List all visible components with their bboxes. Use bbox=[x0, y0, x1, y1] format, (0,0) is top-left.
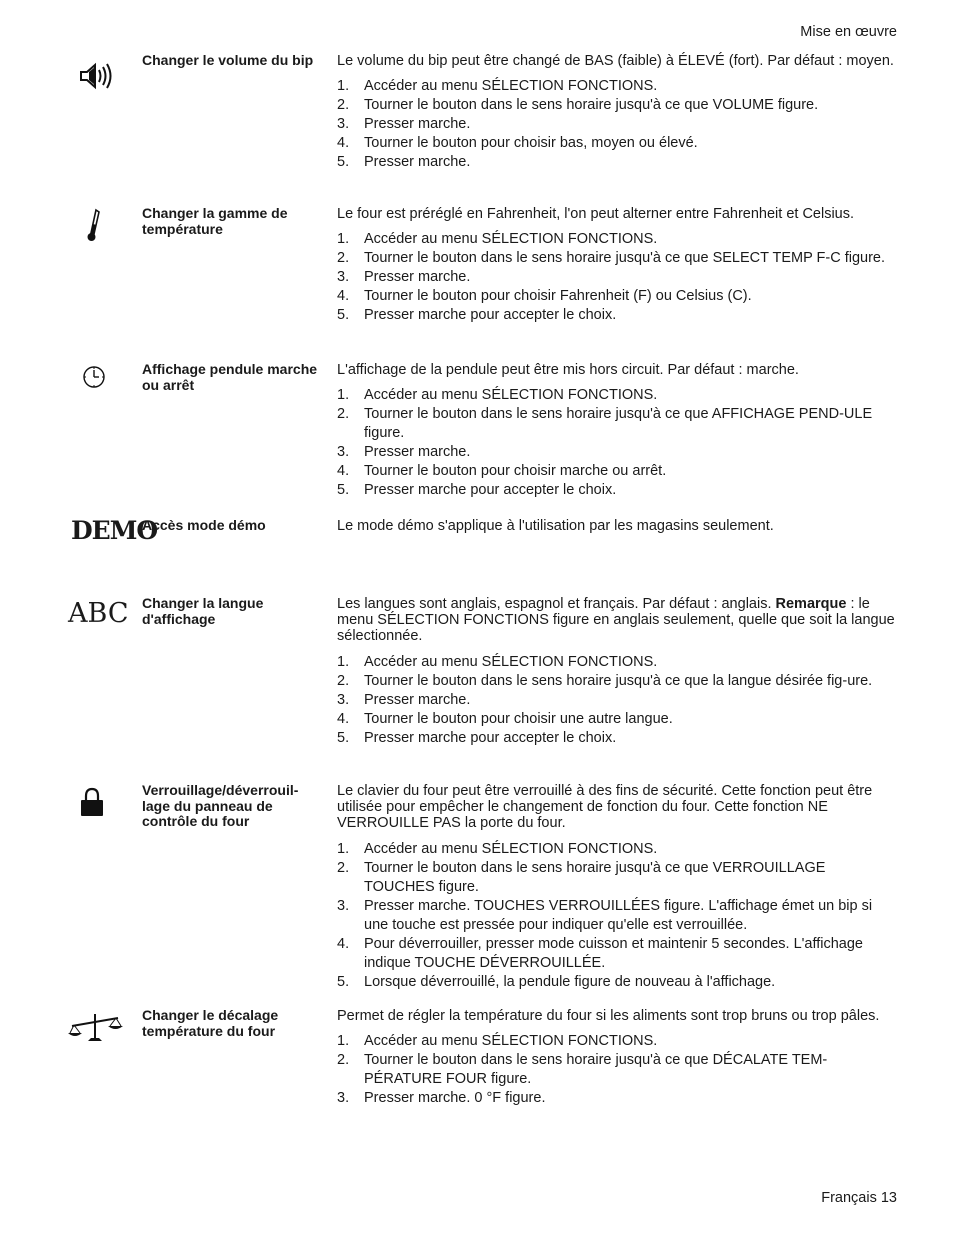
clock-icon bbox=[68, 362, 124, 406]
list-item: 2. Tourner le bouton dans le sens horaire jusqu'à ce que VERROUILLAGE TOUCHES figure. bbox=[337, 859, 826, 895]
section-body bbox=[337, 53, 899, 172]
list-item: 3. Presser marche. bbox=[337, 269, 471, 286]
list-item: 1. Accéder au menu SÉLECTION FONCTIONS. bbox=[337, 840, 658, 857]
section-title: Changer la gamme de température bbox=[142, 205, 288, 237]
steps-list bbox=[337, 77, 899, 172]
section-title: Accès mode démo bbox=[142, 517, 266, 533]
list-item: 2. Tourner le bouton dans le sens horaire jusqu'à ce que VOLUME figure. bbox=[337, 97, 819, 114]
thermometer-icon bbox=[68, 206, 124, 250]
list-item: 4. Tourner le bouton pour choisir Fahrenheit (F) ou Celsius (C). bbox=[337, 288, 752, 305]
demo-icon bbox=[71, 516, 158, 560]
lock-icon bbox=[68, 787, 124, 831]
section-body bbox=[337, 362, 899, 500]
section-intro: Les langues sont anglais, espagnol et français. Par défaut : anglais. Remarque : le menu SÉLECTION FONCTIONS figure en anglais seulement, quelle que soit la langue sélectionnée. bbox=[337, 596, 895, 645]
section-intro: Le volume du bip peut être changé de BAS (faible) à ÉLEVÉ (fort). Par défaut : moyen. bbox=[337, 53, 894, 69]
list-item: 3. Presser marche. TOUCHES VERROUILLÉES figure. L'affichage émet un bip si une touche est pressée pour indiquer qu'elle est verrouillée. bbox=[337, 897, 873, 933]
section-intro: Le clavier du four peut être verrouillé à des fins de sécurité. Cette fonction peut être utilisée pour empêcher le changement de fonction du four. Cette fonction NE VERROUILLE PAS la porte du four. bbox=[337, 783, 873, 832]
demo-icon-text: DEMO bbox=[71, 516, 158, 545]
section-intro: L'affichage de la pendule peut être mis hors circuit. Par défaut : marche. bbox=[337, 362, 799, 378]
list-item: 1. Accéder au menu SÉLECTION FONCTIONS. bbox=[337, 387, 658, 404]
list-item: 1. Accéder au menu SÉLECTION FONCTIONS. bbox=[337, 78, 658, 95]
section-title: Changer le volume du bip bbox=[142, 52, 314, 68]
list-item: 5. Presser marche pour accepter le choix. bbox=[337, 307, 617, 324]
page-footer: Français 13 bbox=[821, 1190, 897, 1206]
list-item: 5. Presser marche pour accepter le choix. bbox=[337, 729, 617, 746]
list-item: 5. Presser marche pour accepter le choix. bbox=[337, 482, 617, 499]
list-item: 1. Accéder au menu SÉLECTION FONCTIONS. bbox=[337, 1033, 658, 1050]
steps-list bbox=[337, 840, 899, 992]
list-item: 2. Tourner le bouton dans le sens horaire jusqu'à ce que SELECT TEMP F-C figure. bbox=[337, 250, 886, 267]
list-item: 4. Tourner le bouton pour choisir une autre langue. bbox=[337, 710, 673, 727]
list-item: 2. Tourner le bouton dans le sens horaire jusqu'à ce que DÉCALATE TEM-PÉRATURE FOUR figure. bbox=[337, 1052, 828, 1088]
page-header: Mise en œuvre bbox=[800, 24, 897, 40]
section-body bbox=[337, 518, 899, 542]
section-body bbox=[337, 1008, 899, 1108]
list-item: 3. Presser marche. bbox=[337, 444, 471, 461]
section-intro: Le four est préréglé en Fahrenheit, l'on peut alterner entre Fahrenheit et Celsius. bbox=[337, 206, 855, 222]
section-body bbox=[337, 596, 899, 748]
list-item: 4. Tourner le bouton pour choisir bas, moyen ou élevé. bbox=[337, 135, 698, 152]
section-title: Changer la langue d'affichage bbox=[142, 595, 264, 627]
speaker-icon bbox=[68, 57, 124, 101]
section-title: Changer le décalage température du four bbox=[142, 1007, 279, 1039]
list-item: 4. Tourner le bouton pour choisir marche ou arrêt. bbox=[337, 463, 667, 480]
list-item: 5. Presser marche. bbox=[337, 154, 471, 171]
list-item: 3. Presser marche. 0 °F figure. bbox=[337, 1090, 546, 1107]
list-item: 5. Lorsque déverrouillé, la pendule figure de nouveau à l'affichage. bbox=[337, 973, 776, 990]
scale-icon bbox=[66, 1008, 126, 1052]
steps-list bbox=[337, 230, 899, 325]
steps-list bbox=[337, 653, 899, 748]
section-title: Affichage pendule marche ou arrêt bbox=[142, 361, 318, 393]
list-item: 3. Presser marche. bbox=[337, 116, 471, 133]
section-body bbox=[337, 783, 899, 992]
abc-icon bbox=[68, 598, 128, 642]
abc-icon-text: ABC bbox=[68, 598, 129, 629]
list-item: 4. Pour déverrouiller, presser mode cuisson et maintenir 5 secondes. L'affichage indique TOUCHE DÉVERROUILLÉE. bbox=[337, 935, 863, 971]
list-item: 1. Accéder au menu SÉLECTION FONCTIONS. bbox=[337, 231, 658, 248]
list-item: 3. Presser marche. bbox=[337, 691, 471, 708]
section-body bbox=[337, 206, 899, 325]
steps-list bbox=[337, 1032, 899, 1108]
list-item: 2. Tourner le bouton dans le sens horaire jusqu'à ce que la langue désirée fig-ure. bbox=[337, 672, 873, 689]
section-intro: Permet de régler la température du four si les aliments sont trop bruns ou trop pâles. bbox=[337, 1008, 880, 1024]
section-title: Verrouillage/déverrouil-lage du panneau de contrôle du four bbox=[142, 782, 299, 829]
steps-list bbox=[337, 386, 899, 500]
list-item: 2. Tourner le bouton dans le sens horaire jusqu'à ce que AFFICHAGE PEND-ULE figure. bbox=[337, 406, 873, 442]
list-item: 1. Accéder au menu SÉLECTION FONCTIONS. bbox=[337, 653, 658, 670]
section-intro: Le mode démo s'applique à l'utilisation par les magasins seulement. bbox=[337, 518, 774, 534]
